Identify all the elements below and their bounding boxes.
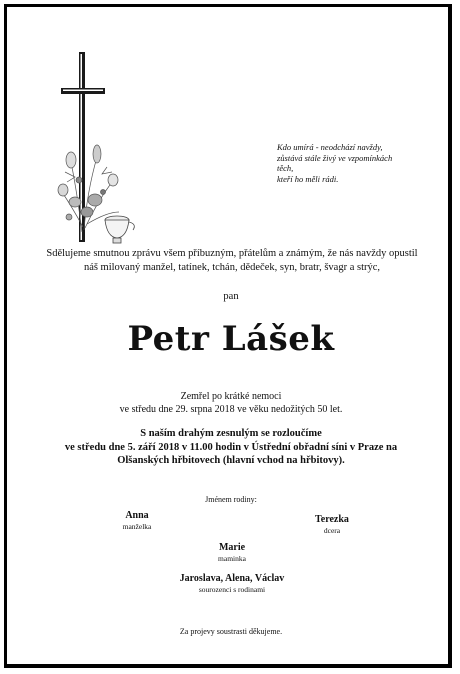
family-member-role: maminka — [218, 554, 246, 563]
deceased-name: Petr Lášek — [127, 319, 335, 359]
family-member-name: Jaroslava, Alena, Václav — [179, 573, 285, 584]
funeral-notice — [7, 427, 455, 468]
cross-with-flowers-icon — [57, 52, 152, 247]
funeral-line: Olšanských hřbitovech (hlavní vchod na hřbitovy). — [117, 455, 345, 466]
family-member — [147, 573, 317, 595]
verse-line: těch, — [277, 163, 294, 173]
family-member — [262, 514, 402, 536]
on-behalf-label: Jménem rodiny: — [205, 495, 257, 504]
memorial-verse — [277, 142, 447, 184]
family-member-role: dcera — [323, 526, 341, 535]
family-member-name: Marie — [218, 542, 246, 553]
urn-icon — [105, 216, 134, 243]
thanks-note: Za projevy soustrasti děkujeme. — [179, 627, 283, 636]
verse-line: kteří ho měli rádi. — [277, 173, 339, 184]
announcement-line: náš milovaný manžel, tatínek, tchán, dědeček, syn, bratr, švagr a strýc, — [83, 261, 381, 273]
family-member — [162, 542, 302, 564]
obituary-sheet — [4, 4, 452, 668]
funeral-line: S naším drahým zesnulým se rozloučíme — [140, 428, 322, 439]
family-member-role: sourozenci s rodinami — [198, 585, 266, 594]
verse-line: zůstává stále živý ve vzpomínkách — [277, 152, 393, 163]
family-member — [67, 510, 207, 532]
salutation: pan — [223, 291, 239, 302]
death-notice — [7, 390, 455, 416]
announcement-text — [27, 247, 437, 274]
announcement-line: Sdělujeme smutnou zprávu všem příbuzným, přátelům a známým, že nás navždy opustil — [46, 248, 418, 259]
funeral-line: ve středu dne 5. září 2018 v 11.00 hodin v Ústřední obřadní síni v Praze na — [64, 441, 398, 453]
family-member-name: Terezka — [315, 514, 349, 525]
verse-line: Kdo umírá - neodchází navždy, — [277, 142, 383, 152]
family-member-name: Anna — [125, 510, 149, 521]
family-member-role: manželka — [122, 522, 152, 531]
death-line: Zemřel po krátké nemoci — [180, 391, 282, 402]
death-line: ve středu dne 29. srpna 2018 ve věku nedožitých 50 let. — [119, 404, 343, 415]
